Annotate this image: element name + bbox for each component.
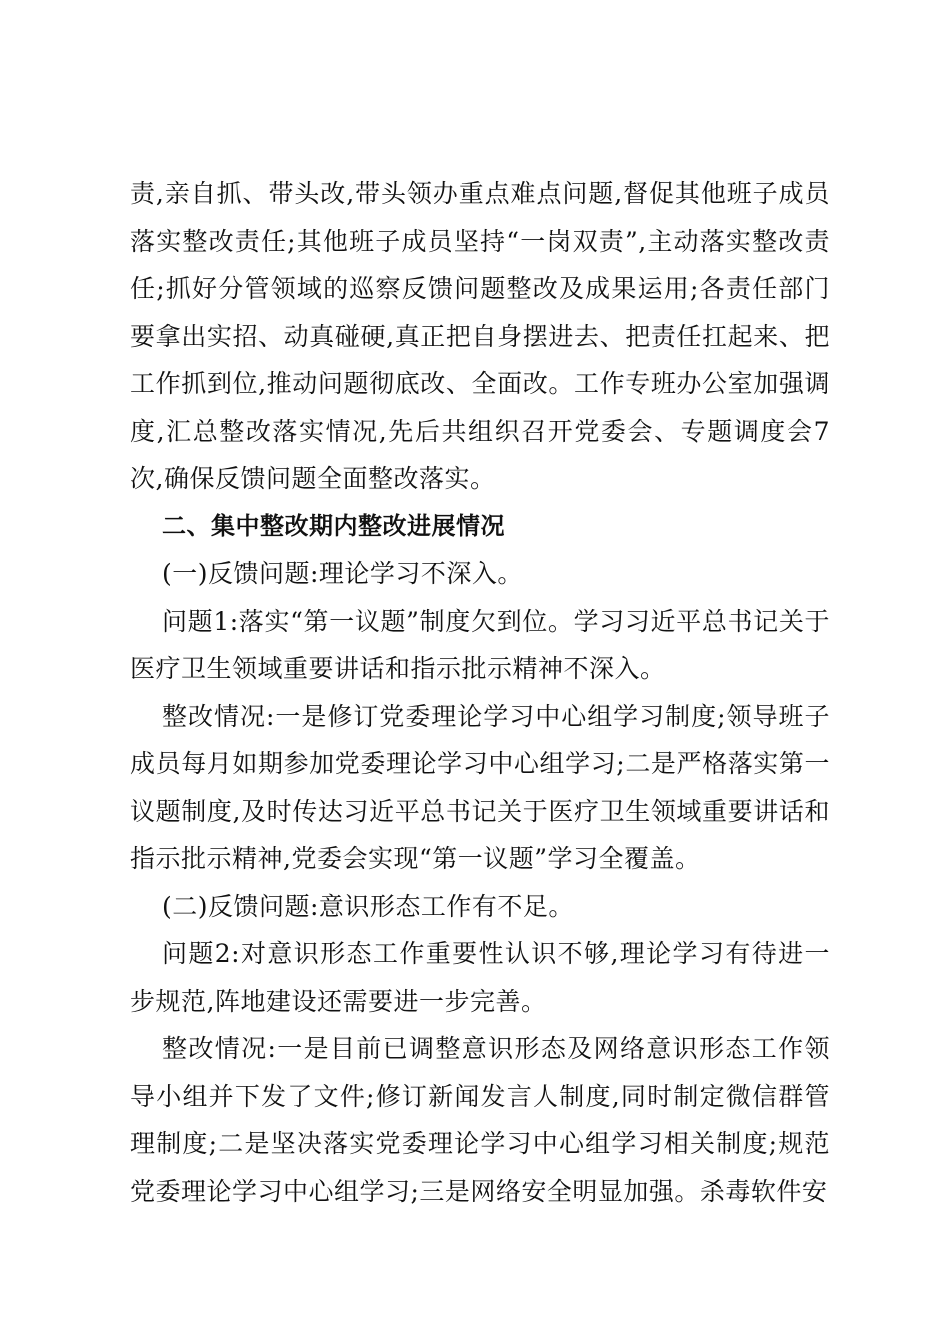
problem-1-paragraph: 问题1:落实“第一议题”制度欠到位。学习习近平总书记关于医疗卫生领域重要讲话和指示批示精神不深入。 — [130, 606, 830, 683]
problem-2-paragraph: 问题2:对意识形态工作重要性认识不够,理论学习有待进一步规范,阵地建设还需要进一步完善。 — [130, 939, 830, 1016]
subsection-heading-1: (一)反馈问题:理论学习不深入。 — [162, 559, 523, 588]
section-heading: 二、集中整改期内整改进展情况 — [162, 511, 505, 540]
rectification-1-paragraph: 整改情况:一是修订党委理论学习中心组学习制度;领导班子成员每月如期参加党委理论学习中心组学习;二是严格落实第一议题制度,及时传达习近平总书记关于医疗卫生领域重要讲话和指示批示精神,党委会实现“第一议题”学习全覆盖。 — [130, 701, 830, 873]
rectification-2-paragraph: 整改情况:一是目前已调整意识形态及网络意识形态工作领导小组并下发了文件;修订新闻发言人制度,同时制定微信群管理制度;二是坚决落实党委理论学习中心组学习相关制度;规范党委理论学习中心组学习;三是网络安全明显加强。杀毒软件安 — [130, 1034, 830, 1206]
document-body — [130, 170, 830, 1215]
paragraph-continuation: 责,亲自抓、带头改,带头领办重点难点问题,督促其他班子成员落实整改责任;其他班子成员坚持“一岗双责”,主动落实整改责任;抓好分管领域的巡察反馈问题整改及成果运用;各责任部门要拿出实招、动真碰硬,真正把自身摆进去、把责任扛起来、把工作抓到位,推动问题彻底改、全面改。工作专班办公室加强调度,汇总整改落实情况,先后共组织召开党委会、专题调度会7次,确保反馈问题全面整改落实。 — [130, 179, 830, 493]
subsection-heading-2: (二)反馈问题:意识形态工作有不足。 — [162, 891, 574, 921]
